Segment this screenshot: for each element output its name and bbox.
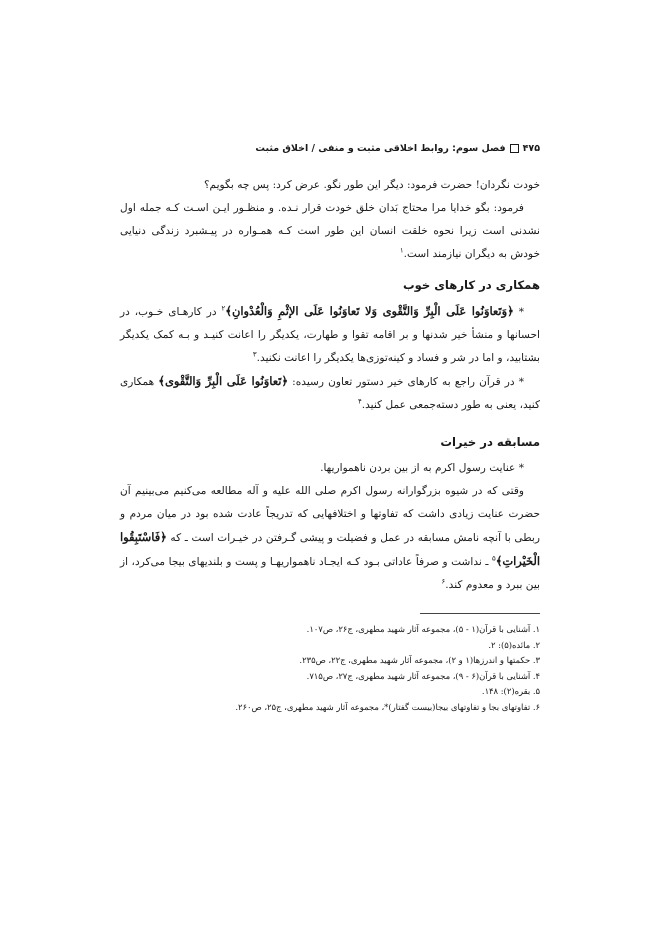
footnote-ref-6[interactable]: ۶ (441, 577, 446, 586)
footnote: ۶. تفاوتهای بجا و تفاوتهای بیجا(بیست گفتار)*، مجموعه آثار شهید مطهری، ج۲۵، ص۲۶۰. (235, 701, 540, 712)
footnote-ref-1[interactable]: ۱ (399, 246, 404, 255)
footnote-ref-5[interactable]: ۵ (491, 554, 496, 563)
square-ornament-icon (510, 144, 519, 153)
paragraph-6: وقتی که در شیوه بزرگوارانه رسول اکرم صلی الله علیه و آله مطالعه می‌کنیم می‌بینیم آن حضرت عنایت زیادی داشت که تفاوتها و اختلافهایی که تدریجاً عادت شده بود در میان مردم و ربطی با آنچه نامش مسابقه در عمل و فضیلت و پیشی گـرفتن در خیـرات است ـ که ﴿فَاسْتَبِقُوا الْخَيْراتِ﴾$^۵$ ـ نداشت و صرفاً عاداتی بـود کـه ایجـاد ناهمواریهـا و پست و بلندیهای بیجا می‌کرد، از بین ببرد و معدوم کند.$^۶$ (120, 485, 540, 591)
paragraph-4: * در قرآن راجع به کارهای خیر دستور تعاون رسیده: ﴿تَعاوَنُوا عَلَى الْبِرِّ وَالتَّقْوى﴾ همکاری کنید، یعنی به طور دسته‌جمعی عمل کنید.$^۴$ (120, 374, 540, 411)
running-head (120, 140, 540, 156)
section-heading-competition: مسابقه در خیرات (440, 435, 540, 449)
footnote: ۳. حکمتها و اندرزها(۱ و ۲)، مجموعه آثار شهید مطهری، ج۲۲، ص۲۳۵. (299, 655, 540, 666)
paragraph-5: * عنایت رسول اکرم به از بین بردن ناهمواریها. (320, 462, 524, 474)
footnote: ۱. آشنایی با قرآن(۱ - ۵)، مجموعه آثار شهید مطهری، ج۲۶، ص۱۰۷. (306, 624, 540, 634)
footnote-ref-2[interactable]: ۲ (221, 304, 226, 313)
footnote: ۴. آشنایی با قرآن(۶ - ۹)، مجموعه آثار شهید مطهری، ج۲۷، ص۷۱۵. (306, 670, 540, 681)
book-page (120, 140, 540, 716)
quran-verse: ﴿فَاسْتَبِقُوا الْخَيْراتِ﴾ (120, 530, 540, 568)
paragraph-1: خودت نگردان! حضرت فرمود: دیگر این طور نگو. عرض کرد: پس چه بگویم؟ (203, 179, 540, 191)
paragraph-3: * ﴿وَتَعاوَنُوا عَلَى الْبِرِّ وَالتَّقْوى وَلا تَعاوَنُوا عَلَى الإثْمِ وَالْعُدْوانِ﴾$^۲$ در کارهـای خـوب، در احسانها و منشأ خیر شدنها و بر اقامه تقوا و طهارت، یکدیگر را اعانت کنیـد و بـه کمک یکدیگر بشتابید، و اما در شر و فساد و کینه‌توزی‌ها یکدیگر را اعانت نکنید.$^۳$ (120, 304, 540, 364)
chapter-title: فصل سوم: روابط اخلاقی مثبت و منفی / اخلاق مثبت (255, 142, 506, 154)
footnote-ref-4[interactable]: ۴ (357, 397, 362, 406)
paragraph-2: فرمود: بگو خدایا مرا محتاج بَدان خلق خودت قرار نـده. و منظـور ایـن اسـت کـه جمله اول نشدنی است زیرا نحوه خلقت انسان این طور است کـه همـواره در پیـشبرد زندگی دنیایی خودش به دیگران نیازمند است.$^۱$ (120, 202, 540, 260)
section-heading-cooperation: همکاری در کارهای خوب (402, 278, 540, 292)
footnote-divider (420, 613, 540, 614)
footnote: ۵. بقره(۲): ۱۴۸. (481, 686, 540, 697)
footnote-ref-3[interactable]: ۳ (252, 350, 257, 359)
footnote: ۲. مائده(۵): ۲. (488, 639, 540, 650)
footnotes (120, 622, 540, 716)
quran-verse: ﴿وَتَعاوَنُوا عَلَى الْبِرِّ وَالتَّقْوى وَلا تَعاوَنُوا عَلَى الإثْمِ وَالْعُدْوانِ﴾ (225, 304, 514, 318)
page-number: ۴۷۵ (522, 142, 540, 154)
quran-verse: ﴿تَعاوَنُوا عَلَى الْبِرِّ وَالتَّقْوى﴾ (158, 374, 289, 388)
